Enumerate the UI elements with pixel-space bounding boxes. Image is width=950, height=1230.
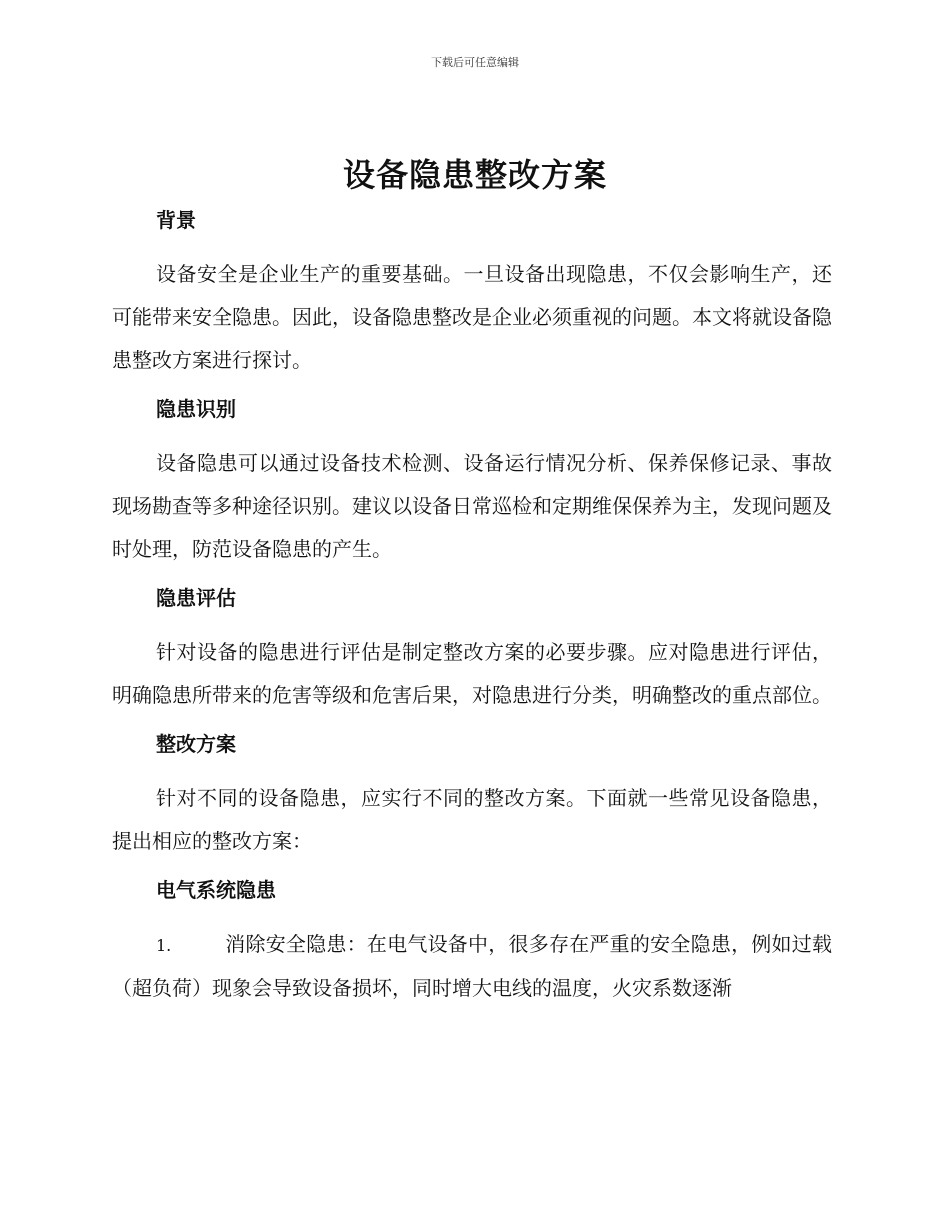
section-heading-rectification-plan: 整改方案	[156, 732, 236, 756]
list-item-number: 1.	[156, 936, 172, 955]
section-heading-assessment: 隐患评估	[156, 586, 236, 610]
page-header-note: 下载后可任意编辑	[431, 56, 519, 69]
section-heading-identification: 隐患识别	[156, 397, 236, 421]
section-heading-electrical-system: 电气系统隐患	[156, 878, 276, 902]
section-paragraph-identification: 设备隐患可以通过设备技术检测、设备运行情况分析、保养保修记录、事故现场勘查等多种途径识别。建议以设备日常巡检和定期维保保养为主，发现问题及时处理，防范设备隐患的产生。	[112, 451, 832, 561]
section-heading-background: 背景	[156, 208, 196, 232]
document-body	[112, 200, 832, 1010]
section-paragraph-assessment: 针对设备的隐患进行评估是制定整改方案的必要步骤。应对隐患进行评估，明确隐患所带来的危害等级和危害后果，对隐患进行分类，明确整改的重点部位。	[112, 640, 832, 707]
section-paragraph-background: 设备安全是企业生产的重要基础。一旦设备出现隐患，不仅会影响生产，还可能带来安全隐患。因此，设备隐患整改是企业必须重视的问题。本文将就设备隐患整改方案进行探讨。	[112, 262, 832, 372]
document-title: 设备隐患整改方案	[342, 156, 607, 194]
numbered-list-item	[112, 923, 832, 1010]
list-item-text: 消除安全隐患：在电气设备中，很多存在严重的安全隐患，例如过载（超负荷）现象会导致设备损坏，同时增大电线的温度，火灾系数逐渐	[112, 932, 832, 1000]
section-paragraph-rectification-plan: 针对不同的设备隐患，应实行不同的整改方案。下面就一些常见设备隐患，提出相应的整改方案：	[112, 786, 832, 853]
